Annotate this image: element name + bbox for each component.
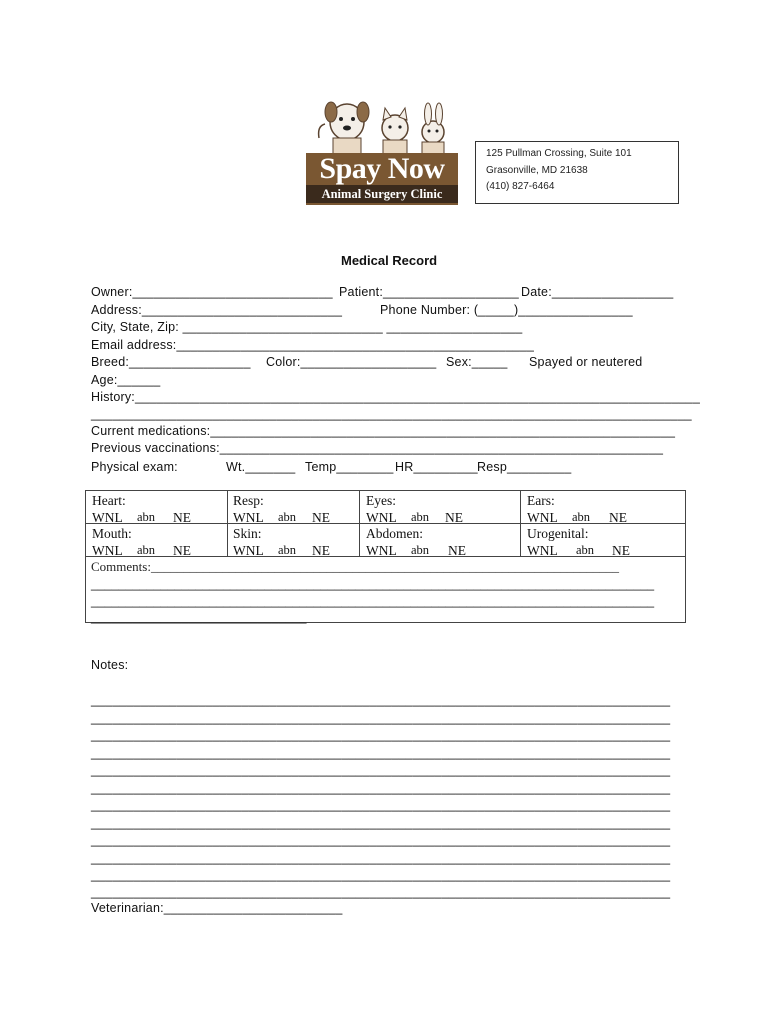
notes-line[interactable]: _________________________________________________________________________________ <box>91 798 671 812</box>
notes-line[interactable]: _________________________________________________________________________________ <box>91 781 671 795</box>
sex-field[interactable]: Sex:_____ <box>446 355 508 369</box>
abn-option[interactable]: abn <box>411 510 430 524</box>
logo-banner <box>306 153 458 205</box>
ne-option[interactable]: NE <box>312 543 330 558</box>
wnl-option[interactable]: WNL <box>92 543 123 558</box>
exam-label: Eyes: <box>366 493 396 508</box>
wnl-option[interactable]: WNL <box>92 510 123 525</box>
temperature-field[interactable]: Temp________ <box>305 460 394 474</box>
previous-vaccinations-field[interactable]: Previous vaccinations:______________________________________________________________ <box>91 441 664 455</box>
abn-option[interactable]: abn <box>278 543 297 557</box>
ne-option[interactable]: NE <box>312 510 330 525</box>
abn-option[interactable]: abn <box>411 543 430 557</box>
notes-line[interactable]: _________________________________________________________________________________ <box>91 728 671 742</box>
physical-exam-label: Physical exam: <box>91 460 178 474</box>
notes-line[interactable]: _________________________________________________________________________________ <box>91 868 671 882</box>
owner-field[interactable]: Owner:____________________________ <box>91 285 333 299</box>
column-divider <box>359 491 360 557</box>
exam-label: Heart: <box>92 493 126 508</box>
ne-option[interactable]: NE <box>612 543 630 558</box>
logo-title: Spay Now <box>319 152 445 185</box>
notes-line[interactable]: _________________________________________________________________________________ <box>91 693 671 707</box>
clinic-logo <box>303 98 459 208</box>
heart-rate-field[interactable]: HR_________ <box>395 460 478 474</box>
comments-line[interactable]: _______________________________ <box>91 610 307 624</box>
notes-line[interactable]: _________________________________________________________________________________ <box>91 885 671 899</box>
address-line-2: Grasonville, MD 21638 <box>486 165 588 176</box>
notes-label: Notes: <box>91 658 129 672</box>
breed-field[interactable]: Breed:_________________ <box>91 355 251 369</box>
respiration-field[interactable]: Resp_________ <box>477 460 572 474</box>
abn-option[interactable]: abn <box>137 543 156 557</box>
date-field[interactable]: Date:_________________ <box>521 285 674 299</box>
exam-label: Abdomen: <box>366 526 423 541</box>
notes-line[interactable]: _________________________________________________________________________________ <box>91 711 671 725</box>
address-field[interactable]: Address:____________________________ <box>91 303 343 317</box>
address-line-1: 125 Pullman Crossing, Suite 101 <box>486 148 632 159</box>
column-divider <box>520 491 521 557</box>
exam-label: Ears: <box>527 493 555 508</box>
wnl-option[interactable]: WNL <box>233 510 264 525</box>
abn-option[interactable]: abn <box>572 510 591 524</box>
current-medications-field[interactable]: Current medications:_________________________________________________________________ <box>91 424 676 438</box>
exam-label: Mouth: <box>92 526 132 541</box>
abn-option[interactable]: abn <box>137 510 156 524</box>
veterinarian-field[interactable]: Veterinarian:_________________________ <box>91 901 343 915</box>
abn-option[interactable]: abn <box>278 510 297 524</box>
wnl-option[interactable]: WNL <box>527 510 558 525</box>
city-state-zip-field[interactable]: City, State, Zip: ____________________________ ___________________ <box>91 320 523 334</box>
spayed-neutered-option[interactable]: Spayed or neutered <box>529 355 643 369</box>
age-field[interactable]: Age:______ <box>91 373 161 387</box>
ne-option[interactable]: NE <box>448 543 466 558</box>
ne-option[interactable]: NE <box>173 510 191 525</box>
wnl-option[interactable]: WNL <box>366 510 397 525</box>
wnl-option[interactable]: WNL <box>366 543 397 558</box>
comments-line[interactable]: _________________________________________________________________________________ <box>91 594 655 608</box>
pets-illustration <box>313 98 453 156</box>
exam-label: Skin: <box>233 526 262 541</box>
notes-line[interactable]: _________________________________________________________________________________ <box>91 816 671 830</box>
history-field-line-2[interactable]: ____________________________________________________________________________________ <box>91 407 692 421</box>
comments-field[interactable]: Comments:________________________________________________________________________ <box>91 559 619 574</box>
column-divider <box>227 491 228 557</box>
notes-line[interactable]: _________________________________________________________________________________ <box>91 763 671 777</box>
page-title: Medical Record <box>341 253 438 268</box>
phone-field[interactable]: Phone Number: (_____)________________ <box>380 303 633 317</box>
clinic-phone: (410) 827-6464 <box>486 181 555 192</box>
email-field[interactable]: Email address:__________________________________________________ <box>91 338 535 352</box>
wnl-option[interactable]: WNL <box>233 543 264 558</box>
notes-line[interactable]: _________________________________________________________________________________ <box>91 851 671 865</box>
exam-label: Resp: <box>233 493 264 508</box>
notes-line[interactable]: _________________________________________________________________________________ <box>91 833 671 847</box>
comments-line[interactable]: _________________________________________________________________________________ <box>91 577 655 591</box>
weight-field[interactable]: Wt._______ <box>226 460 296 474</box>
ne-option[interactable]: NE <box>445 510 463 525</box>
abn-option[interactable]: abn <box>576 543 595 557</box>
color-field[interactable]: Color:___________________ <box>266 355 437 369</box>
exam-table <box>85 490 686 623</box>
ne-option[interactable]: NE <box>609 510 627 525</box>
logo-subtitle: Animal Surgery Clinic <box>306 185 458 203</box>
notes-line[interactable]: _________________________________________________________________________________ <box>91 746 671 760</box>
patient-field[interactable]: Patient:___________________ <box>339 285 519 299</box>
clinic-address-box <box>475 141 679 204</box>
history-field[interactable]: History:_______________________________________________________________________________ <box>91 390 700 404</box>
ne-option[interactable]: NE <box>173 543 191 558</box>
exam-label: Urogenital: <box>527 526 589 541</box>
wnl-option[interactable]: WNL <box>527 543 558 558</box>
